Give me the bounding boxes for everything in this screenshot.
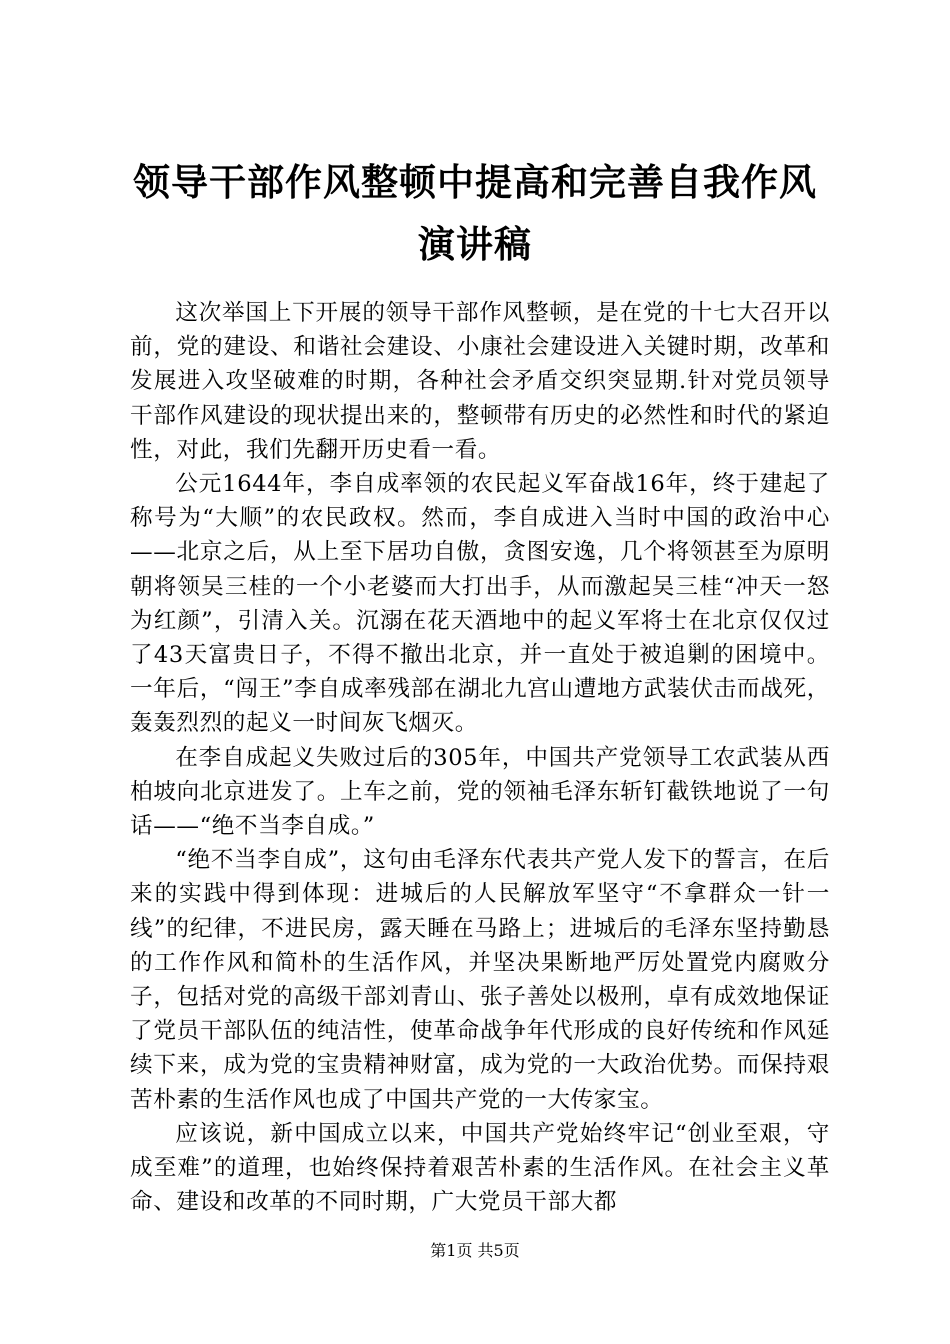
paragraph: 这次举国上下开展的领导干部作风整顿，是在党的十七大召开以前，党的建设、和谐社会建设、小康社会建设进入关键时期，改革和发展进入攻坚破难的时期，各种社会矛盾交织突显期.针对党员领导干部作风建设的现状提出来的，整顿带有历史的必然性和时代的紧迫性，对此，我们先翻开历史看一看。 [130,300,830,463]
paragraph: 应该说，新中国成立以来，中国共产党始终牢记“创业至艰，守成至难”的道理，也始终保持着艰苦朴素的生活作风。在社会主义革命、建设和改革的不同时期，广大党员干部大都 [130,1120,830,1216]
page-number: 第1页 共5页 [430,1241,520,1260]
document-title: 领导干部作风整顿中提高和完善自我作风演讲稿 [133,161,817,266]
paragraph: “绝不当李自成”，这句由毛泽东代表共产党人发下的誓言，在后来的实践中得到体现：进城后的人民解放军坚守“不拿群众一针一线”的纪律，不进民房，露天睡在马路上；进城后的毛泽东坚持勤恳的工作作风和简朴的生活作风，并坚决果断地严厉处置党内腐败分子，包括对党的高级干部刘青山、张子善处以极刑，卓有成效地保证了党员干部队伍的纯洁性，使革命战争年代形成的良好传统和作风延续下来，成为党的宝贵精神财富，成为党的一大政治优势。而保持艰苦朴素的生活作风也成了中国共产党的一大传家宝。 [130,847,830,1113]
paragraph: 公元1644年，李自成率领的农民起义军奋战16年，终于建起了称号为“大顺”的农民政权。然而，李自成进入当时中国的政治中心——北京之后，从上至下居功自傲，贪图安逸，几个将领甚至为原明朝将领吴三桂的一个小老婆而大打出手，从而激起吴三桂“冲天一怒为红颜”，引清入关。沉溺在花天酒地中的起义军将士在北京仅仅过了43天富贵日子，不得不撤出北京，并一直处于被追剿的困境中。一年后，“闯王”李自成率残部在湖北九宫山遭地方武装伏击而战死，轰轰烈烈的起义一时间灰飞烟灭。 [130,471,830,737]
page-footer [0,1240,950,1262]
paragraph: 在李自成起义失败过后的305年，中国共产党领导工农武装从西柏坡向北京进发了。上车之前，党的领袖毛泽东斩钉截铁地说了一句话——“绝不当李自成。” [130,744,830,840]
document-body [130,296,830,1219]
